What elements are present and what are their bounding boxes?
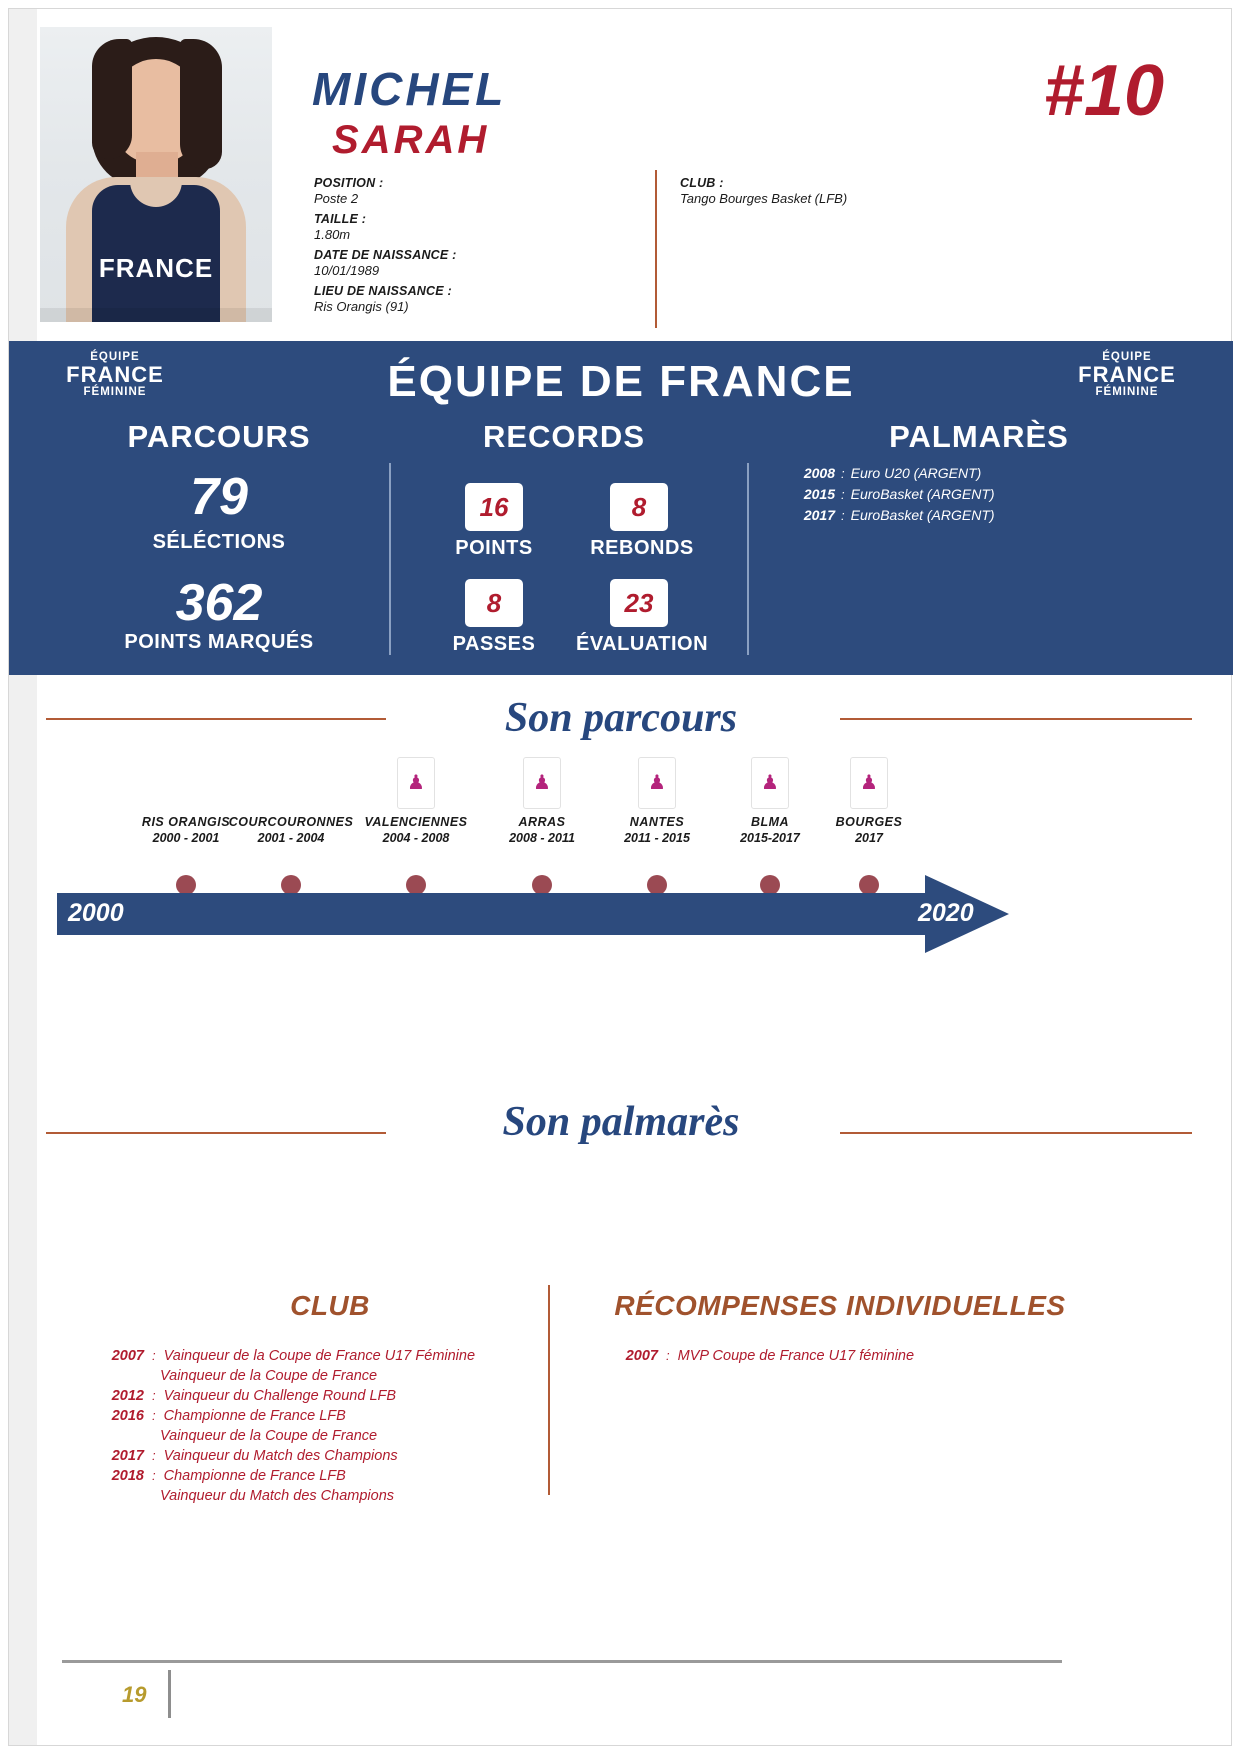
club-logo-icon: ♟ xyxy=(751,757,789,809)
honour-text: Vainqueur de la Coupe de France U17 Féminine xyxy=(163,1348,476,1364)
palmares-year: 2017 xyxy=(803,507,835,523)
record-points-label: POINTS xyxy=(455,537,533,559)
honour-text: Vainqueur de la Coupe de France xyxy=(160,1368,378,1384)
club-logo-icon: ♟ xyxy=(850,757,888,809)
honour-year: 2007 xyxy=(111,1348,144,1364)
national-team-band xyxy=(9,341,1233,675)
timeline-club: ARRAS xyxy=(518,815,566,829)
honour-year: 2012 xyxy=(111,1388,144,1404)
timeline-end-year: 2020 xyxy=(918,899,974,927)
club-info-column xyxy=(680,176,1110,206)
national-palmares-list xyxy=(779,465,1179,528)
timeline-years: 2017 xyxy=(855,831,883,845)
palmares-year: 2008 xyxy=(803,465,835,481)
honour-text: Vainqueur du Match des Champions xyxy=(160,1488,395,1504)
record-rebounds-label: REBONDS xyxy=(590,537,694,559)
timeline-years: 2008 - 2011 xyxy=(509,831,575,845)
list-item xyxy=(96,1428,536,1444)
player-photo xyxy=(40,27,272,322)
timeline-years: 2001 - 2004 xyxy=(257,831,325,845)
timeline-label xyxy=(740,815,800,845)
individual-honours-heading: RÉCOMPENSES INDIVIDUELLES xyxy=(614,1290,1066,1321)
honour-separator: : xyxy=(152,1448,156,1463)
parcours-heading: PARCOURS xyxy=(127,419,311,454)
palmares-separator: : xyxy=(841,487,845,502)
honour-text: MVP Coupe de France U17 féminine xyxy=(677,1348,915,1364)
club-value: Tango Bourges Basket (LFB) xyxy=(680,191,848,206)
palmares-text: Euro U20 (ARGENT) xyxy=(850,465,982,481)
points-scored-value: 362 xyxy=(175,574,263,632)
list-item xyxy=(610,1348,1090,1364)
honours-title: Son palmarès xyxy=(502,1099,740,1145)
logo-right-line2: FRANCE xyxy=(1078,362,1176,388)
player-last-name: MICHEL xyxy=(312,63,507,115)
palmares-text: EuroBasket (ARGENT) xyxy=(850,507,995,523)
birthdate-value: 10/01/1989 xyxy=(314,263,380,278)
honour-year: 2017 xyxy=(111,1448,144,1464)
honour-separator: : xyxy=(152,1388,156,1403)
logo-left-line2: FRANCE xyxy=(66,362,164,388)
club-logo-icon: ♟ xyxy=(523,757,561,809)
list-item xyxy=(96,1448,536,1464)
footer-accent-bar xyxy=(168,1670,171,1718)
timeline-label xyxy=(836,815,903,845)
career-rule-left xyxy=(46,718,386,720)
club-logo-icon: ♟ xyxy=(397,757,435,809)
list-item xyxy=(96,1488,536,1504)
height-label: TAILLE : xyxy=(314,212,367,226)
photo-jersey xyxy=(92,185,220,322)
timeline-label xyxy=(364,815,467,845)
palmares-text: EuroBasket (ARGENT) xyxy=(850,486,995,502)
record-assists-value: 8 xyxy=(465,579,523,627)
list-item xyxy=(96,1368,536,1384)
record-assists-label: PASSES xyxy=(452,633,536,655)
timeline-label xyxy=(509,815,575,845)
timeline-label xyxy=(624,815,690,845)
timeline-club: COURCOURONNES xyxy=(228,815,354,829)
honour-text: Vainqueur du Match des Champions xyxy=(163,1448,398,1464)
club-honours-list xyxy=(96,1348,536,1508)
club-honours-heading: CLUB xyxy=(290,1290,370,1321)
photo-hair-right xyxy=(180,39,222,169)
honour-text: Vainqueur de la Coupe de France xyxy=(160,1428,378,1444)
list-item xyxy=(96,1408,536,1424)
timeline-club: BLMA xyxy=(750,815,790,829)
position-value: Poste 2 xyxy=(314,191,359,206)
honour-text: Vainqueur du Challenge Round LFB xyxy=(163,1388,397,1404)
selections-label: SÉLÉCTIONS xyxy=(152,531,286,553)
club-label: CLUB : xyxy=(680,176,724,190)
selections-value: 79 xyxy=(190,468,248,526)
record-rebounds-value: 8 xyxy=(610,483,668,531)
honour-separator: : xyxy=(666,1348,670,1363)
career-rule-right xyxy=(840,718,1192,720)
timeline-club: VALENCIENNES xyxy=(364,815,468,829)
birthplace-value: Ris Orangis (91) xyxy=(314,299,409,314)
timeline-years: 2015-2017 xyxy=(740,831,800,845)
band-divider-2 xyxy=(747,463,749,655)
player-number: #10 xyxy=(1043,51,1164,131)
list-item xyxy=(779,507,1179,523)
honour-year: 2016 xyxy=(111,1408,144,1424)
timeline-years: 2011 - 2015 xyxy=(624,831,690,845)
palmares-year: 2015 xyxy=(803,486,835,502)
list-item xyxy=(779,486,1179,502)
club-logo-icon: ♟ xyxy=(638,757,676,809)
honour-separator: : xyxy=(152,1348,156,1363)
logo-left-line3: FÉMININE xyxy=(83,386,147,399)
jersey-text: FRANCE xyxy=(98,253,214,283)
records-heading: RECORDS xyxy=(482,419,645,454)
player-info-column xyxy=(314,176,644,314)
height-value: 1.80m xyxy=(314,227,351,242)
record-evaluation-label: ÉVALUATION xyxy=(575,633,709,655)
palmares-separator: : xyxy=(841,466,845,481)
record-evaluation-value: 23 xyxy=(610,579,668,627)
record-points-value: 16 xyxy=(465,483,523,531)
photo-hair-left xyxy=(92,39,132,159)
birthplace-label: LIEU DE NAISSANCE : xyxy=(314,284,452,298)
honour-separator: : xyxy=(152,1468,156,1483)
timeline-years: 2000 - 2001 xyxy=(152,831,220,845)
logo-right-line1: ÉQUIPE xyxy=(1102,351,1152,363)
left-gutter xyxy=(9,9,37,1745)
honours-section-header xyxy=(9,1098,1233,1146)
timeline-bar xyxy=(57,893,927,935)
band-title: ÉQUIPE DE FRANCE xyxy=(387,357,855,406)
band-divider-1 xyxy=(389,463,391,655)
timeline-label xyxy=(142,815,230,845)
honours-rule-left xyxy=(46,1132,386,1134)
photo-shadow xyxy=(40,308,272,322)
timeline-start-year: 2000 xyxy=(68,899,124,927)
honours-divider xyxy=(548,1285,550,1495)
timeline-label xyxy=(229,815,354,845)
player-first-name: SARAH xyxy=(332,118,490,162)
timeline-club: BOURGES xyxy=(835,815,903,829)
career-title: Son parcours xyxy=(504,695,738,741)
footer-rule xyxy=(62,1660,1062,1663)
list-item xyxy=(96,1388,536,1404)
timeline-club: NANTES xyxy=(629,815,685,829)
page-number: 19 xyxy=(122,1682,147,1707)
palmares-heading: PALMARÈS xyxy=(889,419,1069,454)
list-item xyxy=(96,1348,536,1364)
honour-year: 2018 xyxy=(111,1468,144,1484)
logo-right-line3: FÉMININE xyxy=(1095,386,1159,399)
honour-text: Championne de France LFB xyxy=(163,1468,346,1484)
timeline-club: RIS ORANGIS xyxy=(141,815,231,829)
honour-separator: : xyxy=(152,1408,156,1423)
position-label: POSITION : xyxy=(314,176,384,190)
honours-rule-right xyxy=(840,1132,1192,1134)
individual-honours-list xyxy=(610,1348,1090,1368)
list-item xyxy=(96,1468,536,1484)
list-item xyxy=(779,465,1179,481)
points-scored-label: POINTS MARQUÉS xyxy=(124,631,314,653)
logo-left-line1: ÉQUIPE xyxy=(90,351,140,363)
timeline-years: 2004 - 2008 xyxy=(382,831,450,845)
birthdate-label: DATE DE NAISSANCE : xyxy=(314,248,457,262)
honour-text: Championne de France LFB xyxy=(163,1408,346,1424)
honour-year: 2007 xyxy=(625,1348,658,1364)
header-divider xyxy=(655,170,657,328)
palmares-separator: : xyxy=(841,508,845,523)
